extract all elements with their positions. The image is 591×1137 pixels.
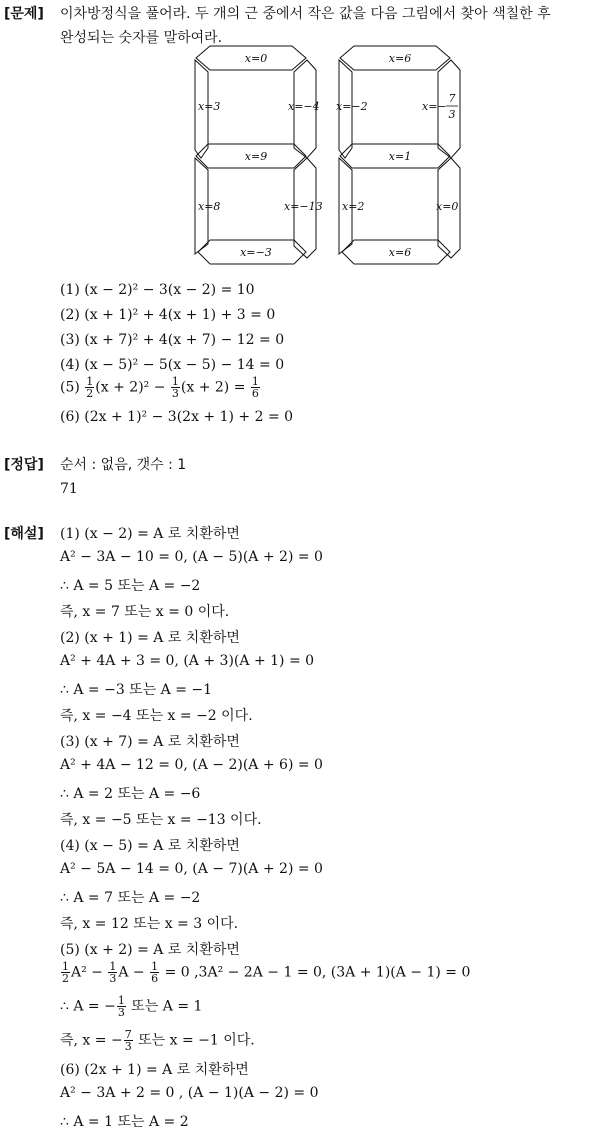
d2-label-bottom: x=6 [388, 246, 412, 259]
solution-line: 즉, x = −5 또는 x = −13 이다. [60, 812, 262, 828]
solution-line: A² − 3A + 2 = 0 , (A − 1)(A − 2) = 0 [60, 1085, 319, 1101]
solution-line: ∴ A = −3 또는 A = −1 [60, 682, 213, 698]
solution-line: (6) (2x + 1) = A 로 치환하면 [60, 1062, 249, 1078]
d2-label-upper-left: x=−2 [336, 100, 368, 113]
solution-line: 즉, x = −4 또는 x = −2 이다. [60, 708, 253, 724]
solution-line: 즉, x = 12 또는 x = 3 이다. [60, 916, 239, 932]
equation-6: (6) (2x + 1)² − 3(2x + 1) + 2 = 0 [60, 409, 294, 425]
d1-label-middle: x=9 [244, 150, 268, 163]
equation-2: (2) (x + 1)² + 4(x + 1) + 3 = 0 [60, 307, 276, 323]
d2-label-upper-right-prefix: x=− [422, 100, 447, 113]
solution-line: (3) (x + 7) = A 로 치환하면 [60, 734, 240, 750]
problem-text-line1: 이차방정식을 풀어라. 두 개의 근 중에서 작은 값을 다음 그림에서 찾아 색칠한 후 [60, 6, 551, 22]
d1-label-bottom: x=−3 [240, 246, 272, 259]
solution-5-therefore: ∴ A = − $\frac{1}{3}$ 또는 A = 1 [60, 994, 203, 1019]
solution-line: ∴ A = 1 또는 A = 2 [60, 1114, 189, 1130]
d2-label-lower-right: x=0 [436, 200, 459, 213]
equation-4: (4) (x − 5)² − 5(x − 5) − 14 = 0 [60, 357, 285, 373]
d1-label-top: x=0 [244, 52, 268, 65]
solution-tag: [해설] [4, 526, 44, 542]
solution-line: A² − 5A − 14 = 0, (A − 7)(A + 2) = 0 [60, 861, 323, 877]
d2-label-upper-right-num: 7 [448, 92, 456, 105]
d1-label-lower-left: x=8 [198, 200, 221, 213]
answer-tag: [정답] [4, 457, 44, 473]
d2-label-middle: x=1 [388, 150, 412, 163]
equation-1: (1) (x − 2)² − 3(x − 2) = 10 [60, 282, 255, 298]
solution-line: (5) (x + 2) = A 로 치환하면 [60, 942, 240, 958]
d2-label-upper-right-den: 3 [448, 108, 456, 121]
solution-5-equation: $\frac{1}{2}$ A² − $\frac{1}{3}$ A − $\frac{1}{6}$ = 0 ,3A² − 2A − 1 = 0, (3A + 1)(A − 1) = 0 [62, 960, 471, 985]
d1-label-upper-left: x=3 [198, 100, 221, 113]
solution-line: ∴ A = 5 또는 A = −2 [60, 578, 201, 594]
d1-label-lower-right: x=−13 [284, 200, 323, 213]
solution-line: A² + 4A − 12 = 0, (A − 2)(A + 6) = 0 [60, 757, 323, 773]
problem-tag: [문제] [4, 6, 44, 22]
solution-line: A² + 4A + 3 = 0, (A + 3)(A + 1) = 0 [60, 653, 315, 669]
solution-line: (2) (x + 1) = A 로 치환하면 [60, 630, 240, 646]
solution-line: ∴ A = 7 또는 A = −2 [60, 890, 201, 906]
equation-5: (5) $\frac{1}{2}$ (x + 2)² − $\frac{1}{3}$ (x + 2) = $\frac{1}{6}$ [60, 375, 259, 400]
problem-text-line2: 완성되는 숫자를 말하여라. [60, 30, 223, 46]
answer-line1: 순서 : 없음, 갯수 : 1 [60, 457, 187, 473]
solution-line: A² − 3A − 10 = 0, (A − 5)(A + 2) = 0 [60, 549, 323, 565]
equation-3: (3) (x + 7)² + 4(x + 7) − 12 = 0 [60, 332, 285, 348]
solution-line: ∴ A = 2 또는 A = −6 [60, 786, 201, 802]
solution-line: (1) (x − 2) = A 로 치환하면 [60, 526, 240, 542]
solution-line: 즉, x = 7 또는 x = 0 이다. [60, 604, 230, 620]
solution-5-conclusion: 즉, x = − $\frac{7}{3}$ 또는 x = −1 이다. [60, 1028, 255, 1053]
solution-line: (4) (x − 5) = A 로 치환하면 [60, 838, 240, 854]
d2-label-top: x=6 [388, 52, 412, 65]
solution-body [60, 523, 585, 1137]
d1-label-upper-right: x=−4 [288, 100, 320, 113]
d2-label-lower-left: x=2 [342, 200, 365, 213]
seven-segment-figure [190, 44, 470, 266]
answer-line2: 71 [60, 481, 78, 497]
